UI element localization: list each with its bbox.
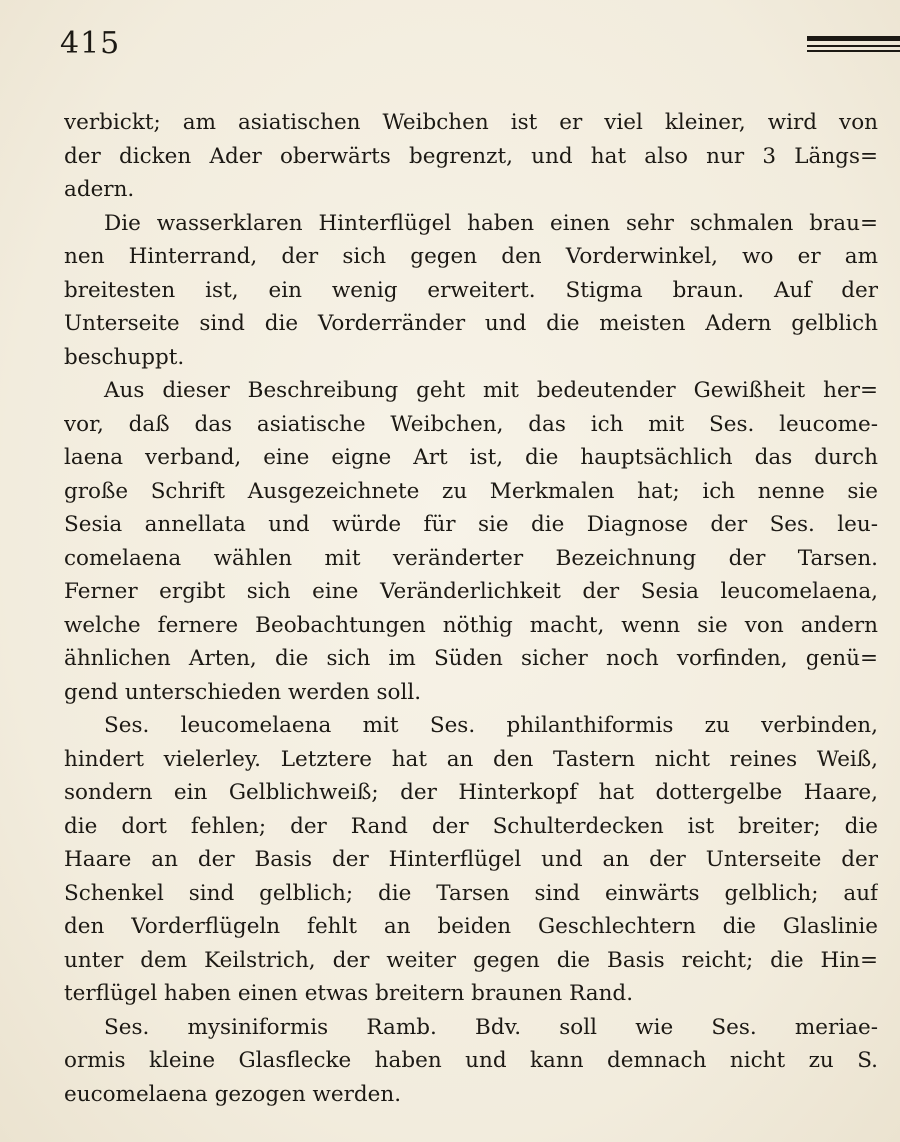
text-line: unter dem Keilstrich, der weiter gegen die Basis reicht; die Hin= xyxy=(64,947,878,973)
text-line: sondern ein Gelblichweiß; der Hinterkopf hat dottergelbe Haare, xyxy=(64,780,878,805)
text-line: Unterseite sind die Vorderränder und die meisten Adern gelblich xyxy=(64,311,878,336)
text-line: nen Hinterrand, der sich gegen den Vorderwinkel, wo er am xyxy=(64,244,878,269)
text-line: beschuppt. xyxy=(64,344,185,370)
text-line: Aus dieser Beschreibung geht mit bedeutender Gewißheit her= xyxy=(104,378,878,403)
text-line: verbickt; am asiatischen Weibchen ist er viel kleiner, wird von xyxy=(64,110,878,135)
text-line: ormis kleine Glasflecke haben und kann demnach nicht zu S. xyxy=(64,1048,878,1073)
text-line: Ses. mysiniformis Ramb. Bdv. soll wie Ses. meriae- xyxy=(104,1014,878,1040)
text-line: die dort fehlen; der Rand der Schulterdecken ist breiter; die xyxy=(64,813,878,839)
text-line: hindert vielerley. Letztere hat an den Tastern nicht reines Weiß, xyxy=(64,746,878,772)
text-line: comelaena wählen mit veränderter Bezeichnung der Tarsen. xyxy=(64,545,878,571)
text-line: Ses. leucomelaena mit Ses. philanthiformis zu verbinden, xyxy=(104,713,878,738)
text-line: ähnlichen Arten, die sich im Süden sicher noch vorfinden, genü= xyxy=(64,646,878,671)
header-rule xyxy=(807,36,900,55)
text-line: vor, daß das asiatische Weibchen, das ich mit Ses. leucome- xyxy=(64,411,878,437)
text-line: den Vorderflügeln fehlt an beiden Geschlechtern die Glaslinie xyxy=(64,914,878,939)
body-text xyxy=(64,106,878,1111)
text-line: gend unterschieden werden soll. xyxy=(64,679,422,705)
text-line: terflügel haben einen etwas breitern braunen Rand. xyxy=(64,981,634,1006)
text-line: Die wasserklaren Hinterflügel haben einen sehr schmalen brau= xyxy=(104,210,878,236)
text-line: Schenkel sind gelblich; die Tarsen sind einwärts gelblich; auf xyxy=(64,880,878,906)
text-line: welche fernere Beobachtungen nöthig macht, wenn sie von andern xyxy=(64,612,878,638)
header-rule-thin xyxy=(807,45,900,47)
header-rule-thick xyxy=(807,36,900,41)
text-line: Sesia annellata und würde für sie die Diagnose der Ses. leu- xyxy=(64,512,878,537)
text-line: breitesten ist, ein wenig erweitert. Stigma braun. Auf der xyxy=(64,277,878,303)
text-line: adern. xyxy=(64,177,135,202)
text-line: eucomelaena gezogen werden. xyxy=(64,1081,402,1107)
text-line: laena verband, eine eigne Art ist, die hauptsächlich das durch xyxy=(64,445,878,470)
text-line: große Schrift Ausgezeichnete zu Merkmalen hat; ich nenne sie xyxy=(64,478,878,504)
text-line: Haare an der Basis der Hinterflügel und an der Unterseite der xyxy=(64,847,878,872)
text-line: der dicken Ader oberwärts begrenzt, und hat also nur 3 Längs= xyxy=(64,143,878,169)
page-number: 415 xyxy=(60,26,121,61)
header-rule-thin xyxy=(807,50,900,52)
text-line: Ferner ergibt sich eine Veränderlichkeit der Sesia leucomelaena, xyxy=(64,579,878,604)
